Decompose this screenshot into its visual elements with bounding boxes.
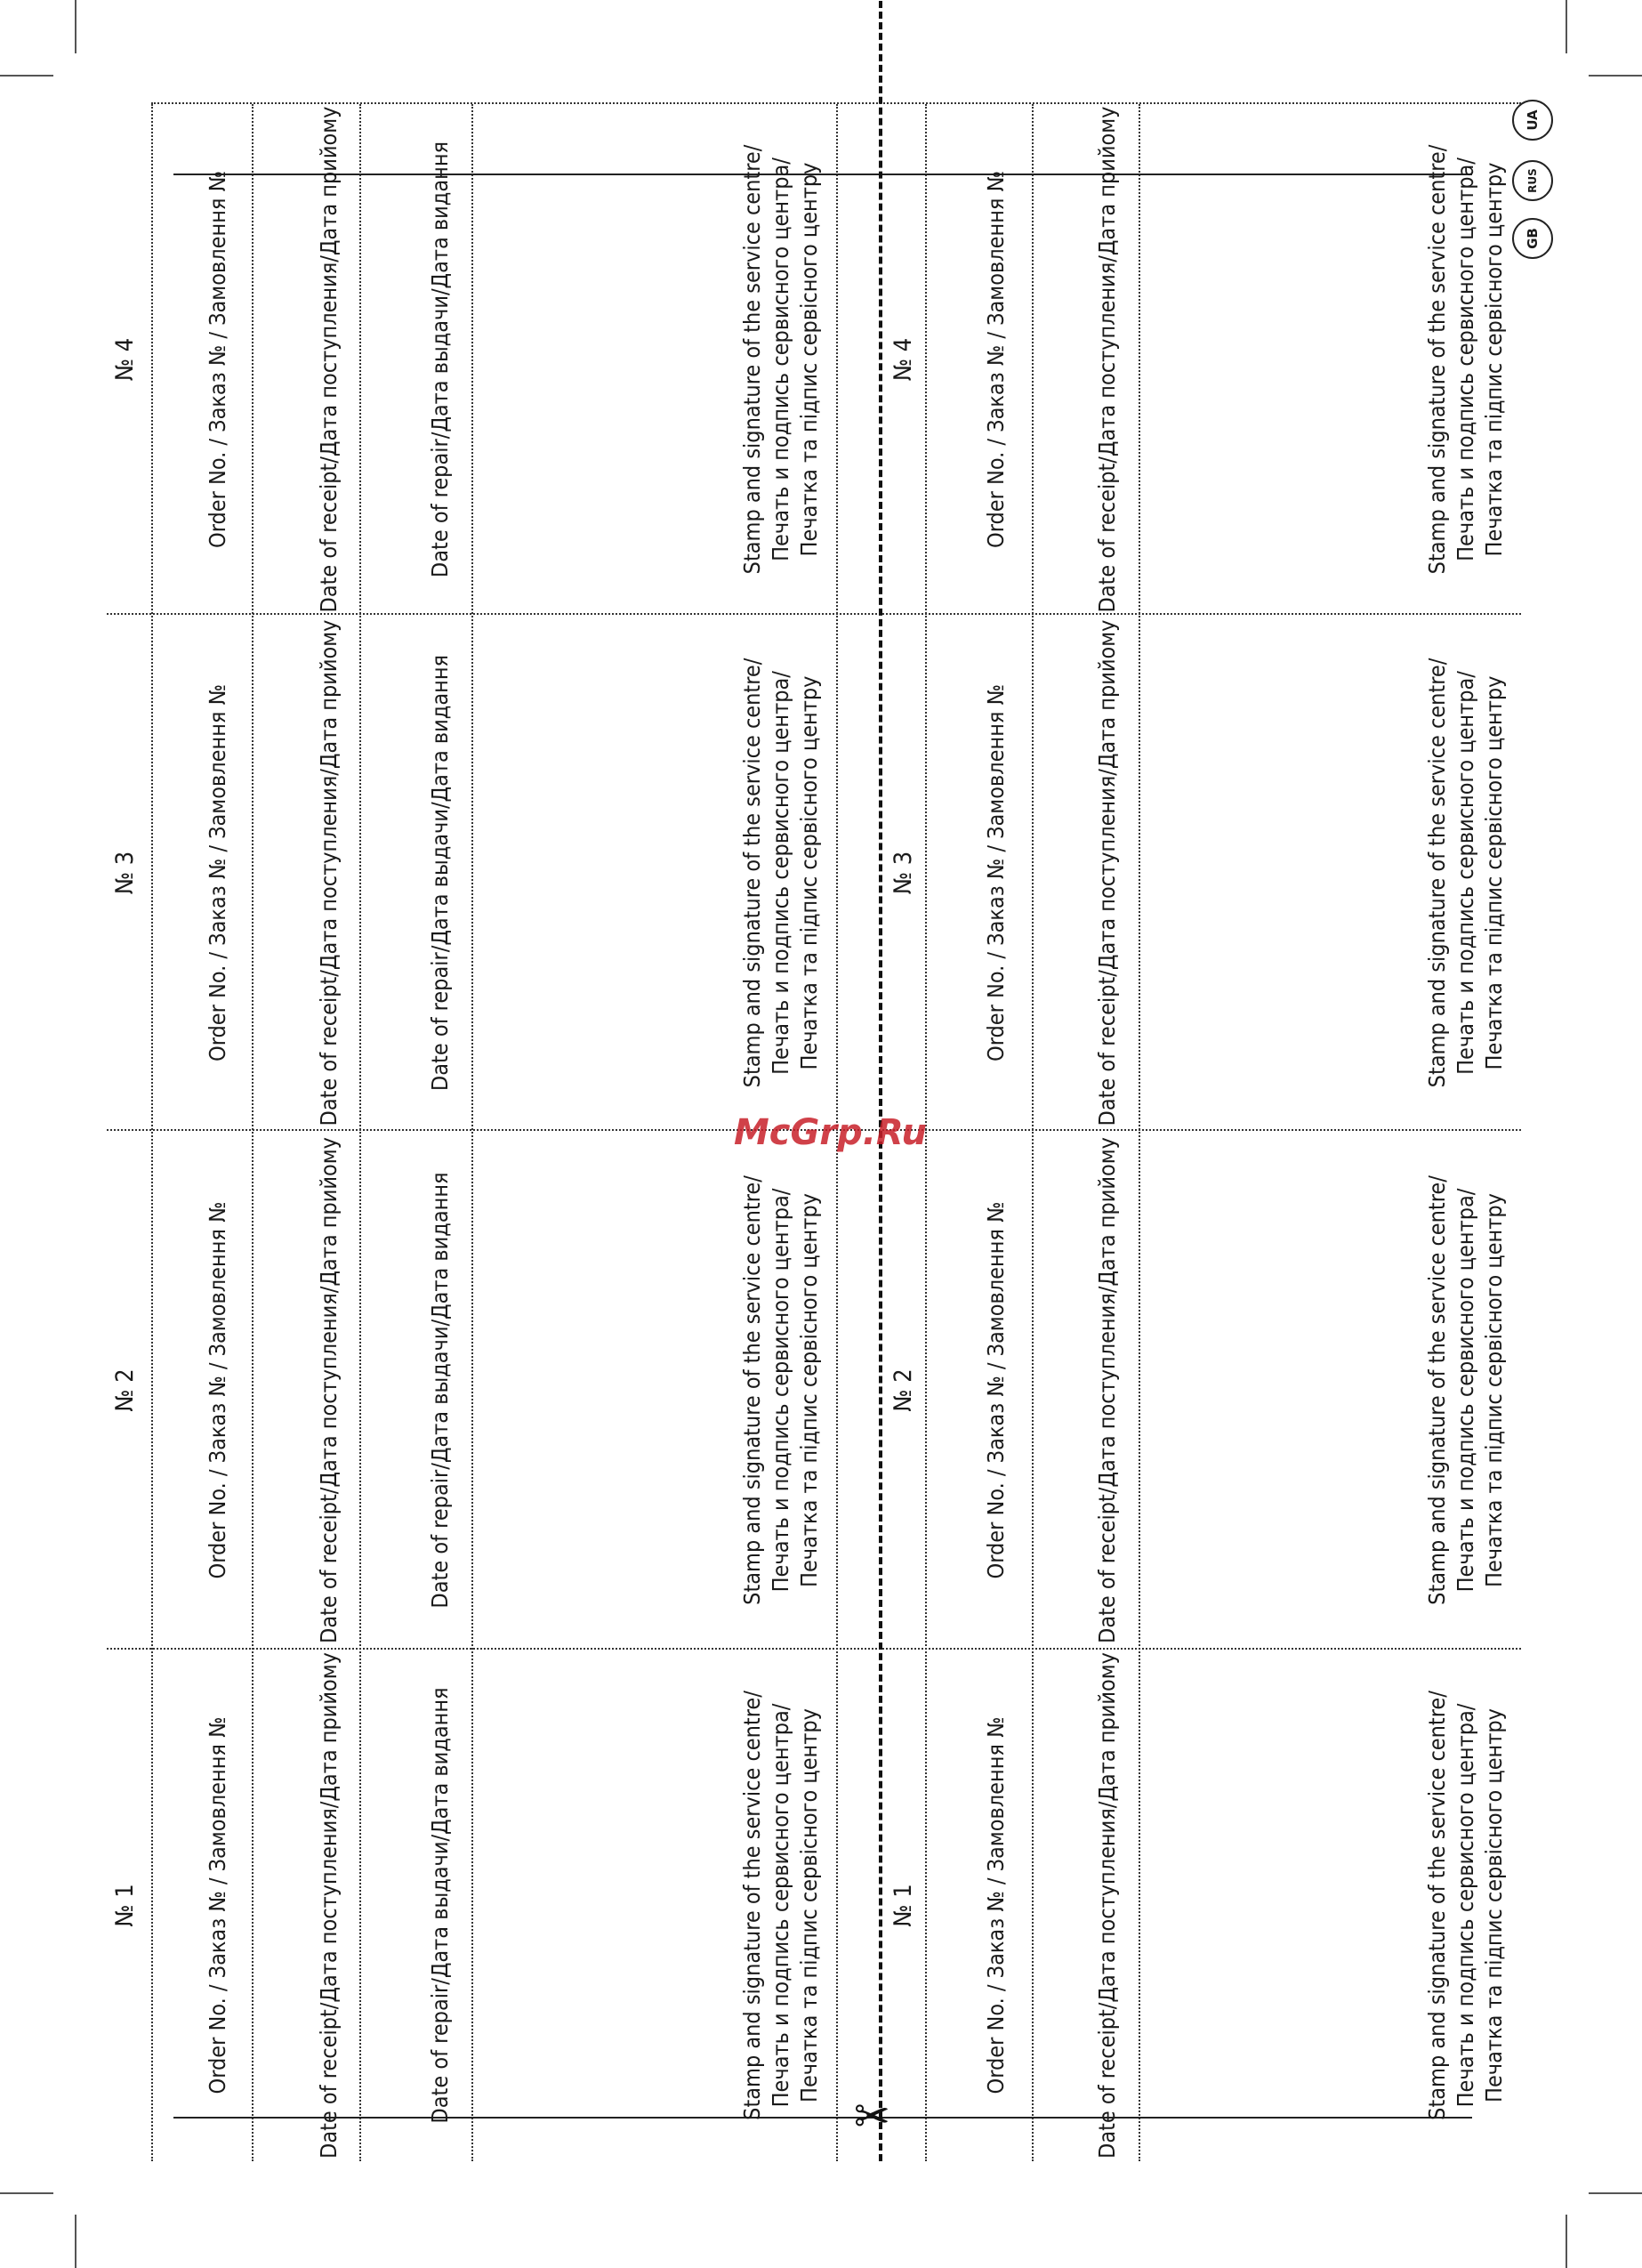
order-number-field: Order No. / Заказ № / Замовлення № bbox=[983, 1716, 1009, 2094]
receipt-date-field: Date of receipt/Дата поступления/Дата прийому bbox=[316, 1137, 342, 1643]
receipt-date-field: Date of receipt/Дата поступления/Дата прийому bbox=[1094, 619, 1120, 1126]
watermark: McGrp.Ru bbox=[734, 1112, 927, 1153]
order-number-field: Order No. / Заказ № / Замовлення № bbox=[205, 171, 230, 548]
coupon-number-1: № 1 bbox=[889, 1884, 917, 1927]
repair-date-field: Date of repair/Дата выдачи/Дата видання bbox=[427, 654, 453, 1092]
stamp-signature-label: Stamp and signature of the service centre/ Печать и подпись сервисного центра/ Печатка та підпис сервісного центру bbox=[739, 1691, 822, 2120]
language-badge-ua: UA bbox=[1512, 100, 1553, 141]
cut-line bbox=[879, 0, 882, 2161]
coupon-number-3: № 3 bbox=[889, 851, 917, 895]
scissors-icon: ✂ bbox=[854, 2088, 890, 2144]
stamp-signature-label: Stamp and signature of the service centre/ Печать и подпись сервисного центра/ Печатка та підпис сервісного центру bbox=[739, 658, 822, 1088]
language-badge-gb: GB bbox=[1512, 218, 1553, 259]
order-number-field: Order No. / Заказ № / Замовлення № bbox=[205, 1716, 230, 2094]
repair-date-field: Date of repair/Дата выдачи/Дата видання bbox=[427, 141, 453, 578]
language-badge-rus: RUS bbox=[1512, 160, 1553, 201]
coupon-number-2: № 2 bbox=[889, 1368, 917, 1412]
coupon-number-2: № 2 bbox=[111, 1368, 139, 1412]
coupon-number-1: № 1 bbox=[111, 1884, 139, 1927]
row-divider bbox=[252, 104, 254, 2161]
row-divider bbox=[359, 104, 361, 2161]
stamp-signature-label: Stamp and signature of the service centre/ Печать и подпись сервисного центра/ Печатка та підпис сервісного центру bbox=[1424, 1691, 1507, 2120]
stamp-signature-label: Stamp and signature of the service centre/ Печать и подпись сервисного центра/ Печатка та підпис сервісного центру bbox=[1424, 658, 1507, 1088]
row-divider bbox=[151, 104, 153, 2161]
receipt-date-field: Date of receipt/Дата поступления/Дата прийому bbox=[316, 619, 342, 1126]
coupon-number-3: № 3 bbox=[111, 851, 139, 895]
order-number-field: Order No. / Заказ № / Замовлення № bbox=[205, 1201, 230, 1579]
coupon-number-4: № 4 bbox=[111, 337, 139, 382]
row-divider bbox=[471, 104, 473, 2161]
repair-date-field: Date of repair/Дата выдачи/Дата видання bbox=[427, 1172, 453, 1609]
repair-date-field: Date of repair/Дата выдачи/Дата видання bbox=[427, 1687, 453, 2124]
receipt-date-field: Date of receipt/Дата поступления/Дата прийому bbox=[316, 1652, 342, 2159]
order-number-field: Order No. / Заказ № / Замовлення № bbox=[983, 1201, 1009, 1579]
order-number-field: Order No. / Заказ № / Замовлення № bbox=[983, 684, 1009, 1061]
stamp-signature-label: Stamp and signature of the service centre/ Печать и подпись сервисного центра/ Печатка та підпис сервісного центру bbox=[739, 144, 822, 575]
row-divider bbox=[1139, 104, 1140, 2161]
stamp-signature-label: Stamp and signature of the service centre/ Печать и подпись сервисного центра/ Печатка та підпис сервісного центру bbox=[1424, 1175, 1507, 1605]
row-divider bbox=[1032, 104, 1034, 2161]
stamp-signature-label: Stamp and signature of the service centre/ Печать и подпись сервисного центра/ Печатка та підпис сервісного центру bbox=[739, 1175, 822, 1605]
receipt-date-field: Date of receipt/Дата поступления/Дата прийому bbox=[1094, 106, 1120, 613]
receipt-date-field: Date of receipt/Дата поступления/Дата прийому bbox=[316, 106, 342, 613]
receipt-date-field: Date of receipt/Дата поступления/Дата прийому bbox=[1094, 1652, 1120, 2159]
stamp-signature-label: Stamp and signature of the service centre/ Печать и подпись сервисного центра/ Печатка та підпис сервісного центру bbox=[1424, 144, 1507, 575]
receipt-date-field: Date of receipt/Дата поступления/Дата прийому bbox=[1094, 1137, 1120, 1643]
order-number-field: Order No. / Заказ № / Замовлення № bbox=[205, 684, 230, 1061]
coupon-number-4: № 4 bbox=[889, 337, 917, 382]
order-number-field: Order No. / Заказ № / Замовлення № bbox=[983, 171, 1009, 548]
